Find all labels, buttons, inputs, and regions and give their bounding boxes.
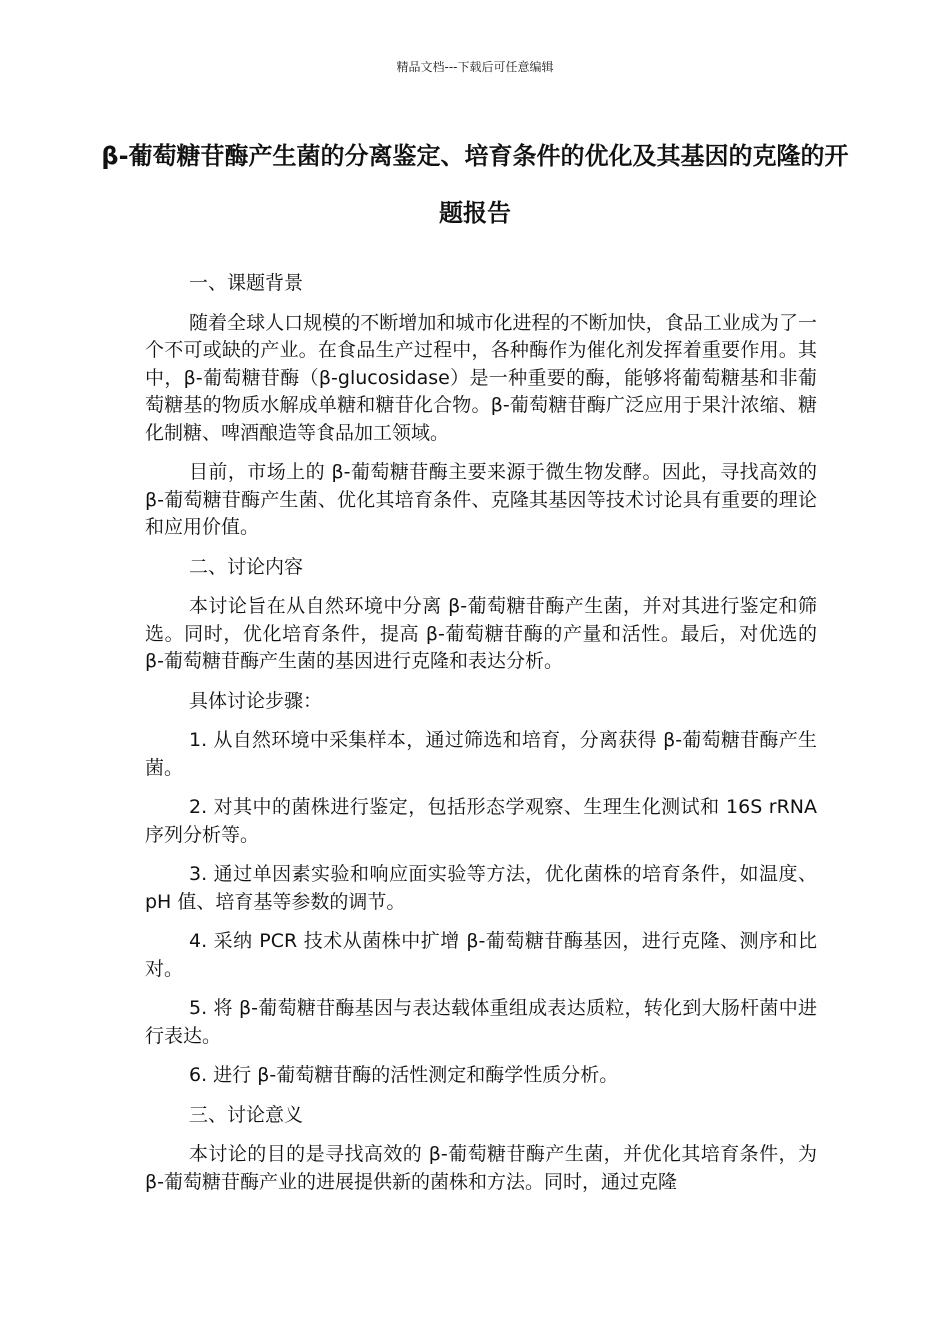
step-4: 4. 采纳 PCR 技术从菌株中扩增 β-葡萄糖苷酶基因，进行克隆、测序和比对。 [145, 930, 817, 980]
step-2: 2. 对其中的菌株进行鉴定，包括形态学观察、生理生化测试和 16S rRNA 序列分析等。 [145, 796, 817, 846]
paragraph-background-2: 目前，市场上的 β-葡萄糖苷酶主要来源于微生物发酵。因此，寻找高效的 β-葡萄糖苷酶产生菌、优化其培育条件、克隆其基因等技术讨论具有重要的理论和应用价值。 [145, 461, 817, 538]
step-1: 1. 从自然环境中采集样本，通过筛选和培育，分离获得 β-葡萄糖苷酶产生菌。 [145, 729, 817, 779]
document-body [145, 270, 817, 1208]
paragraph-significance-1: 本讨论的目的是寻找高效的 β-葡萄糖苷酶产生菌，并优化其培育条件，为 β-葡萄糖苷酶产业的进展提供新的菌株和方法。同时，通过克隆 [145, 1143, 817, 1193]
header-note: 精品文档---下载后可任意编辑 [396, 60, 554, 74]
section-heading-content: 二、讨论内容 [189, 555, 304, 578]
section-heading-significance: 三、讨论意义 [189, 1103, 304, 1126]
document-title: β-葡萄糖苷酶产生菌的分离鉴定、培育条件的优化及其基因的克隆的开题报告 [101, 142, 849, 227]
steps-label: 具体讨论步骤： [189, 689, 323, 712]
step-3: 3. 通过单因素实验和响应面实验等方法，优化菌株的培育条件，如温度、pH 值、培育基等参数的调节。 [145, 863, 817, 913]
section-heading-background: 一、课题背景 [189, 272, 304, 294]
step-6: 6. 进行 β-葡萄糖苷酶的活性测定和酶学性质分析。 [189, 1064, 619, 1086]
paragraph-content-1: 本讨论旨在从自然环境中分离 β-葡萄糖苷酶产生菌，并对其进行鉴定和筛选。同时，优化培育条件，提高 β-葡萄糖苷酶的产量和活性。最后，对优选的 β-葡萄糖苷酶产生菌的基因进行克隆和表达分析。 [145, 595, 817, 672]
step-5: 5. 将 β-葡萄糖苷酶基因与表达载体重组成表达质粒，转化到大肠杆菌中进行表达。 [145, 997, 817, 1047]
paragraph-background-1: 随着全球人口规模的不断增加和城市化进程的不断加快，食品工业成为了一个不可或缺的产业。在食品生产过程中，各种酶作为催化剂发挥着重要作用。其中，β-葡萄糖苷酶（β-glucosidase）是一种重要的酶，能够将葡萄糖基和非葡萄糖基的物质水解成单糖和糖苷化合物。β-葡萄糖苷酶广泛应用于果汁浓缩、糖化制糖、啤酒酿造等食品加工领域。 [145, 311, 817, 444]
